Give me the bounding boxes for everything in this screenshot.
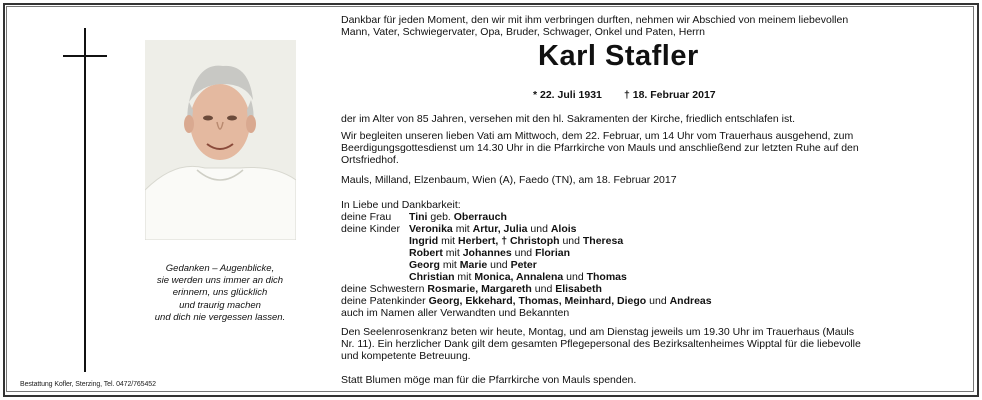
child-line: Robert mit Johannes und Florian [409,247,571,259]
funeral-line: Ortsfriedhof. [341,154,399,166]
mourner-prefix: deine Frau [341,211,392,223]
deceased-name: Karl Stafler [538,40,699,72]
funeral-line: Wir begleiten unseren lieben Vati am Mittwoch, dem 22. Februar, um 14 Uhr vom Trauerhaus ausgehend, zum [341,130,854,142]
poem-line: Gedanken – Augenblicke, [165,263,275,274]
portrait-photo [145,40,296,240]
child-line: Georg mit Marie und Peter [409,259,537,271]
cross-vertical-bar [84,28,86,372]
poem-line: und dich nie vergessen lassen. [154,311,286,323]
birth-date: * 22. Juli 1931 [533,89,602,101]
mourner-sisters-line: deine Schwestern Rosmarie, Margareth und Elisabeth [341,283,602,295]
mourner-godchildren-line: deine Patenkinder Georg, Ekkehard, Thomas, Meinhard, Diego und Andreas [341,295,712,307]
funeral-home-footer: Bestattung Kofler, Sterzing, Tel. 0472/765452 [20,381,156,388]
child-line: Ingrid mit Herbert, † Christoph und Theresa [409,235,624,247]
poem [140,263,300,324]
rosary-line: und kompetente Betreuung. [341,350,471,362]
mourner-wife-line [341,211,391,223]
rosary-line: Den Seelenrosenkranz beten wir heute, Montag, und am Dienstag jeweils um 19.30 Uhr im Trauerhaus (Mauls [341,326,855,338]
age-line: der im Alter von 85 Jahren, versehen mit den hl. Sakramenten der Kirche, friedlich entschlafen ist. [341,113,796,125]
death-date: † 18. Februar 2017 [624,89,716,101]
place-date: Mauls, Milland, Elzenbaum, Wien (A), Faedo (TN), am 18. Februar 2017 [341,174,677,186]
portrait-photo-drawing [145,40,296,240]
child-line: Veronika mit Artur, Julia und Alois [409,223,577,235]
mourner-wife-name: Tini geb. Oberrauch [409,211,507,223]
mourner-prefix: deine Kinder [341,223,400,235]
intro-line: Dankbar für jeden Moment, den wir mit ihm verbringen durften, nehmen wir Abschied von meinem liebevollen [341,14,849,26]
poem-line: erinnern, uns glücklich [172,287,268,299]
intro-line: Mann, Vater, Schwiegervater, Opa, Bruder, Schwager, Onkel und Paten, Herrn [341,26,706,38]
cross-horizontal-bar [63,55,107,57]
funeral-line: Beerdigungsgottesdienst um 14.30 Uhr in die Pfarrkirche von Mauls und anschließend zur letzten Ruhe auf den [341,142,859,154]
poem-line: und traurig machen [179,299,261,311]
mourners-intro: In Liebe und Dankbarkeit: [341,199,461,211]
rosary-line: Nr. 11). Ein herzlicher Dank gilt dem gesamten Pflegepersonal des Bezirksaltenheimes Wipptal für die liebevolle [341,338,861,350]
poem-line: sie werden uns immer an dich [156,275,284,287]
child-line: Christian mit Monica, Annalena und Thomas [409,271,627,283]
mourner-others-line: auch im Namen aller Verwandten und Bekannten [341,307,570,319]
donation-line: Statt Blumen möge man für die Pfarrkirche von Mauls spenden. [341,374,637,386]
